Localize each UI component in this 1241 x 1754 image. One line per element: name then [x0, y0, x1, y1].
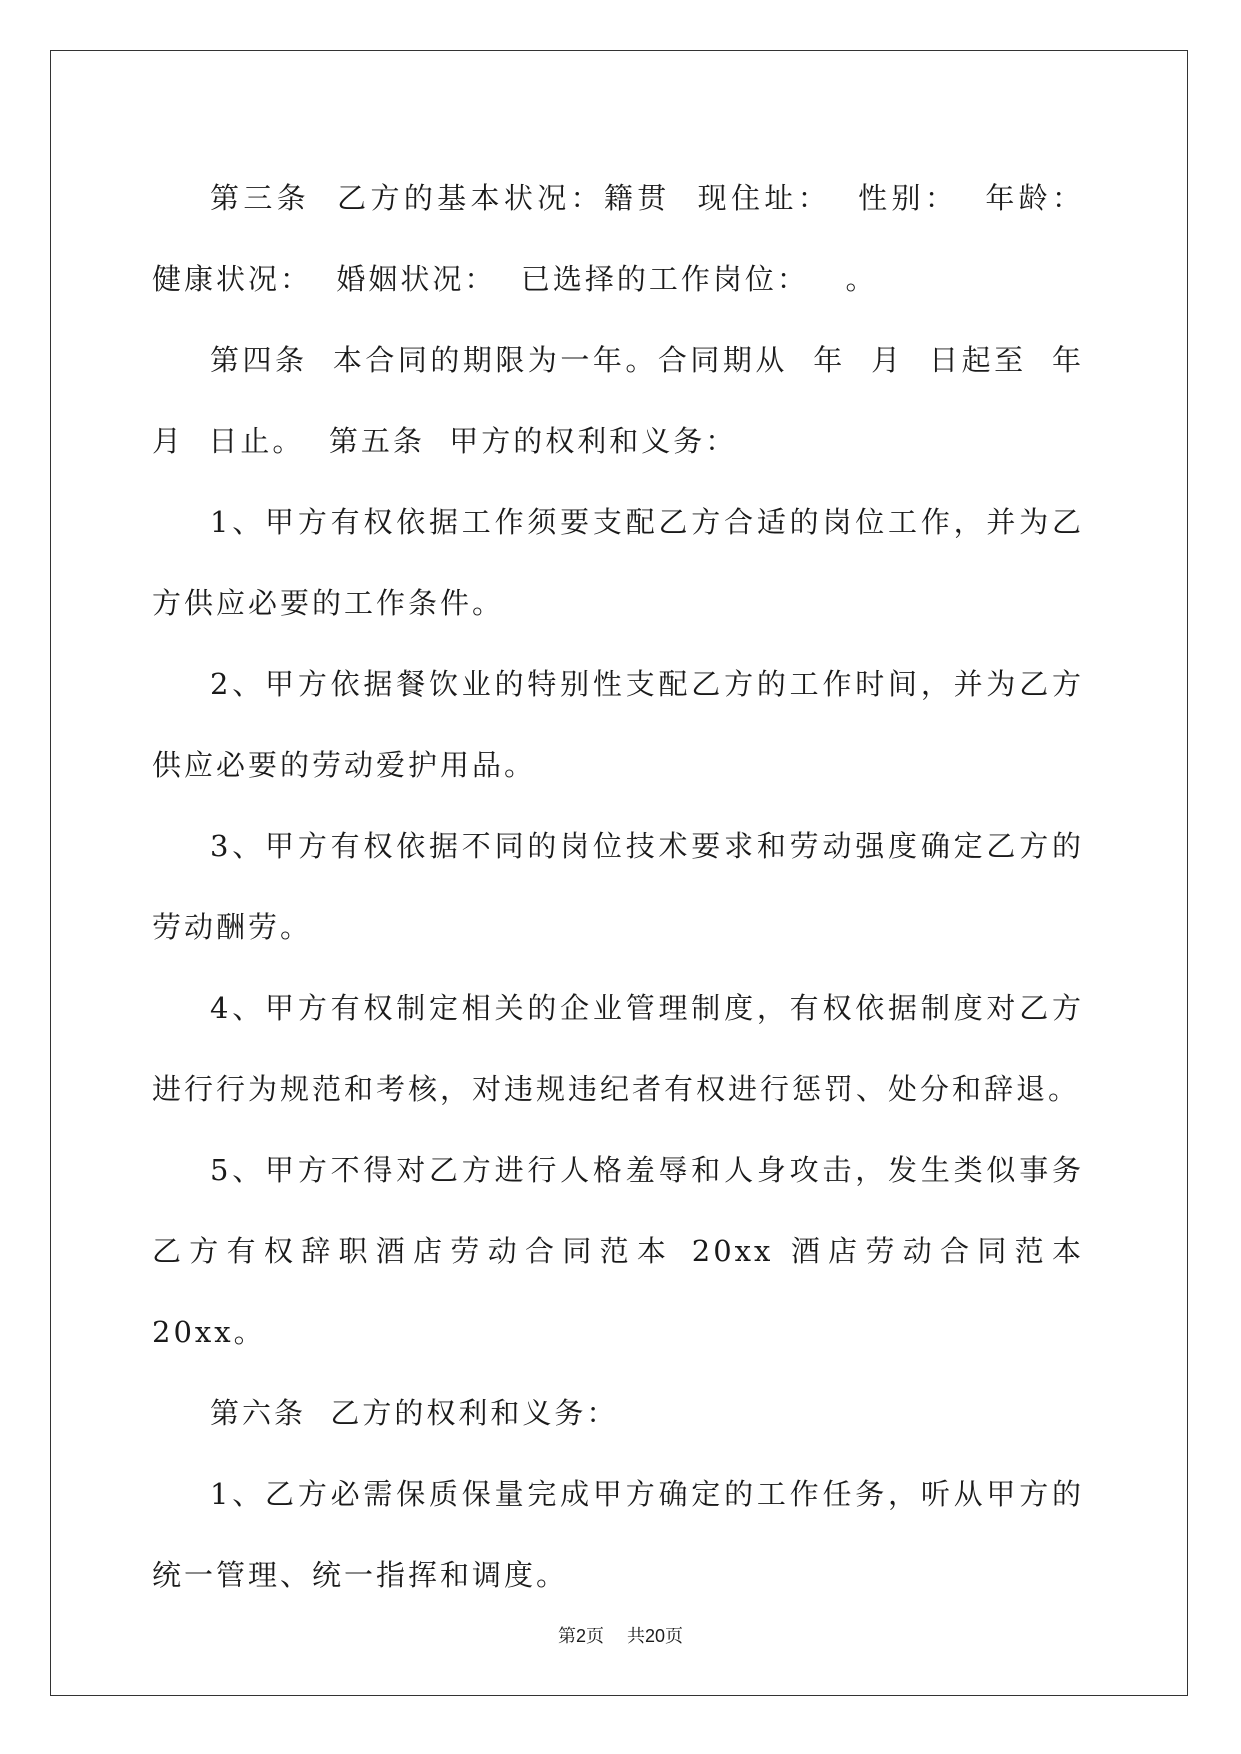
- total-pages-number: 20: [644, 1626, 665, 1646]
- paragraph-party-a-item-5: 5、甲方不得对乙方进行人格羞辱和人身攻击，发生类似事务乙方有权辞职酒店劳动合同范本 20xx 酒店劳动合同范本 20xx。: [152, 1153, 1097, 1349]
- document-body: [152, 158, 1109, 1616]
- footer-page-word: 页: [586, 1626, 605, 1647]
- paragraph-party-a-item-2: 2、甲方依据餐饮业的特别性支配乙方的工作时间，并为乙方供应必要的劳动爱护用品。: [152, 667, 1084, 782]
- paragraph-article-4: 第四条 本合同的期限为一年。合同期从 年 月 日起至 年 月 日止。 第五条 甲方的权利和义务：: [152, 343, 1109, 458]
- paragraph-party-a-item-3: 3、甲方有权依据不同的岗位技术要求和劳动强度确定乙方的劳动酬劳。: [152, 829, 1084, 944]
- footer-prefix: 第: [558, 1626, 577, 1647]
- paragraph-article-6: 第六条 乙方的权利和义务：: [210, 1396, 619, 1430]
- paragraph-party-a-item-1: 1、甲方有权依据工作须要支配乙方合适的岗位工作，并为乙方供应必要的工作条件。: [152, 505, 1084, 620]
- paragraph-article-3: 第三条 乙方的基本状况：籍贯 现住址： 性别： 年龄： 健康状况： 婚姻状况： 已选择的工作岗位： 。: [152, 181, 1109, 296]
- paragraph-party-a-item-4: 4、甲方有权制定相关的企业管理制度，有权依据制度对乙方进行行为规范和考核，对违规违纪者有权进行惩罚、处分和辞退。: [152, 991, 1084, 1106]
- footer-total-suffix: 页: [664, 1626, 683, 1647]
- footer-total-prefix: 共: [626, 1626, 645, 1647]
- current-page-number: 2: [576, 1626, 587, 1646]
- page-footer: [0, 1622, 1241, 1648]
- paragraph-party-b-item-1: 1、乙方必需保质保量完成甲方确定的工作任务，听从甲方的统一管理、统一指挥和调度。: [152, 1477, 1084, 1592]
